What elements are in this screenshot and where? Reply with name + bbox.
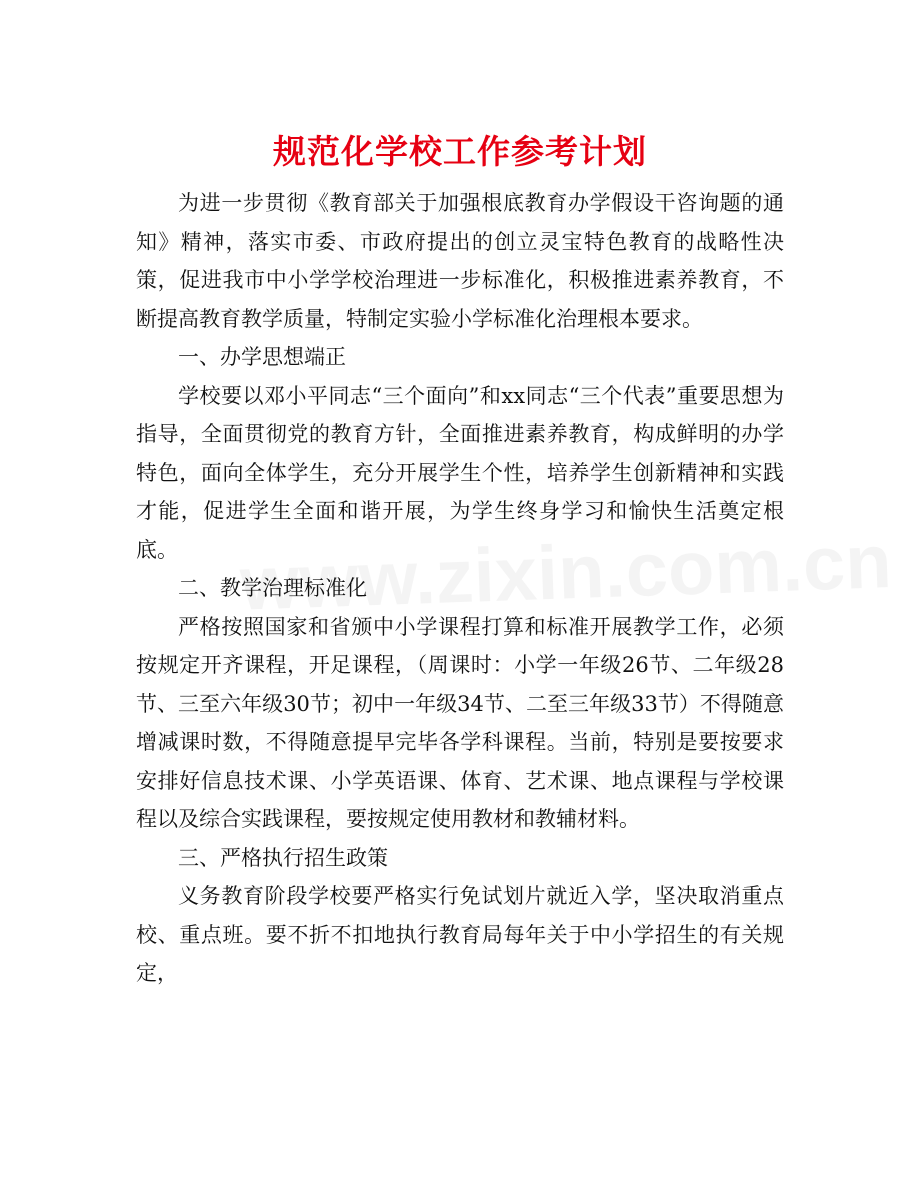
section-paragraph-3: 义务教育阶段学校要严格实行免试划片就近入学，坚决取消重点校、重点班。要不折不扣地执行教育局每年关于中小学招生的有关规定，: [136, 884, 784, 985]
section-paragraph-1: 学校要以邓小平同志“三个面向”和xx同志“三个代表”重要思想为指导，全面贯彻党的教育方针，全面推进素养教育，构成鲜明的办学特色，面向全体学生，充分开展学生个性，培养学生创新精神和实践才能，促进学生全面和谐开展，为学生终身学习和愉快生活奠定根底。: [136, 383, 784, 562]
document-body: [136, 184, 784, 993]
section-paragraph-2: 严格按照国家和省颁中小学课程打算和标准开展教学工作，必须按规定开齐课程，开足课程，（周课时：小学一年级26节、二年级28节、三至六年级30节；初中一年级34节、二至三年级33节）不得随意增减课时数，不得随意提早完毕各学科课程。当前，特别是要按要求安排好信息技术课、小学英语课、体育、艺术课、地点课程与学校课程以及综合实践课程，要按规定使用教材和教辅材料。: [136, 614, 784, 831]
section-heading-2: 二、教学治理标准化: [178, 576, 367, 600]
section-heading-1: 一、办学思想端正: [178, 345, 346, 369]
intro-paragraph: 为进一步贯彻《教育部关于加强根底教育办学假设干咨询题的通知》精神，落实市委、市政府提出的创立灵宝特色教育的战略性决策，促进我市中小学学校治理进一步标准化，积极推进素养教育，不断提高教育教学质量，特制定实验小学标准化治理根本要求。: [136, 191, 784, 331]
document-title: 规范化学校工作参考计划: [273, 132, 647, 171]
section-heading-3: 三、严格执行招生政策: [178, 845, 388, 870]
